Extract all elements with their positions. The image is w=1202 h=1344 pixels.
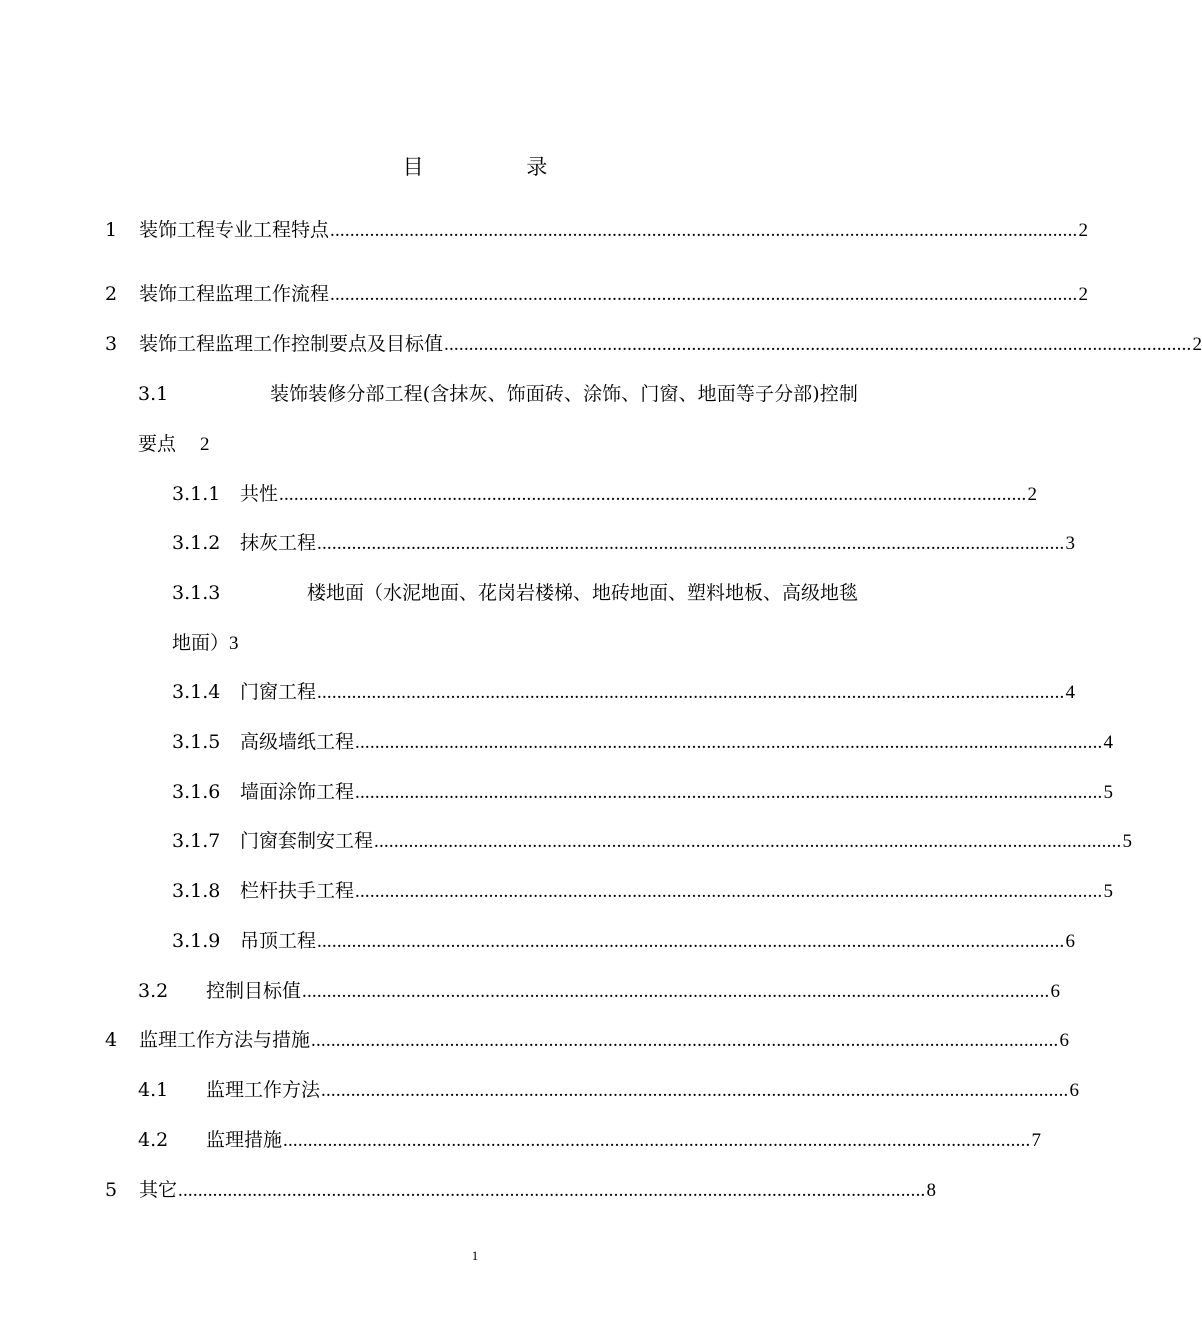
toc-leader-dots: ....................................................................................................................................................... (279, 484, 1027, 505)
toc-entry-number: 5 (105, 1179, 118, 1201)
toc-entry-text: 装饰工程专业工程特点 (139, 219, 330, 241)
toc-entry-number: 3.1.9 (172, 930, 221, 952)
toc-leader-dots: ....................................................................................................................................................... (355, 782, 1103, 803)
toc-entry[interactable] (172, 877, 1113, 906)
toc-entry-text: 监理工作方法与措施 (139, 1029, 311, 1051)
toc-entry-number: 4.2 (138, 1129, 169, 1151)
toc-entry-page: 5 (1103, 881, 1113, 902)
toc-entry-page: 4 (1065, 682, 1075, 703)
toc-leader-dots: ....................................................................................................................................................... (311, 1030, 1059, 1051)
toc-entry-page: 5 (1122, 831, 1132, 852)
toc-entry[interactable] (105, 1176, 936, 1205)
toc-entry-page: 2 (200, 434, 210, 455)
toc-entry-text: 吊顶工程 (240, 930, 317, 952)
toc-entry-page: 6 (1065, 931, 1075, 952)
toc-entry-number: 3.1.7 (172, 830, 221, 852)
toc-leader-dots: ....................................................................................................................................................... (355, 881, 1103, 902)
toc-entry[interactable] (138, 977, 1060, 1006)
toc-entry-number: 3.1.4 (172, 681, 221, 703)
toc-entry-text: 墙面涂饰工程 (240, 781, 355, 803)
toc-entry-page: 6 (1059, 1030, 1069, 1051)
toc-leader-dots: ....................................................................................................................................................... (302, 981, 1050, 1002)
toc-entry-text: 监理工作方法 (206, 1079, 321, 1101)
toc-leader-dots: ....................................................................................................................................................... (283, 1130, 1031, 1151)
toc-entry-number: 3.1.5 (172, 731, 221, 753)
toc-entry-number: 3.1 (138, 383, 169, 405)
toc-entry-page: 7 (1031, 1130, 1041, 1151)
toc-entry-wrapped[interactable] (138, 380, 858, 408)
toc-entry[interactable] (105, 1026, 1069, 1055)
toc-entry-text: 监理措施 (206, 1129, 283, 1151)
toc-entry[interactable] (172, 927, 1075, 956)
toc-entry-page: 3 (1065, 533, 1075, 554)
toc-entry[interactable] (105, 330, 1202, 359)
toc-entry-wrapped[interactable] (172, 579, 858, 607)
toc-title: 目 录 (402, 155, 596, 179)
toc-entry-text: 装饰工程监理工作流程 (139, 283, 330, 305)
toc-entry-text: 门窗工程 (240, 681, 317, 703)
toc-entry-text: 高级墙纸工程 (240, 731, 355, 753)
toc-entry-number: 3 (105, 333, 118, 355)
toc-entry-text: 栏杆扶手工程 (240, 880, 355, 902)
toc-entry-number: 4 (105, 1029, 118, 1051)
toc-entry-page: 3 (229, 633, 239, 654)
toc-entry[interactable] (172, 827, 1132, 856)
toc-entry-text-line1: 装饰装修分部工程(含抹灰、饰面砖、涂饰、门窗、地面等子分部)控制 (269, 383, 858, 405)
toc-entry-text-line2: 要点 (138, 433, 177, 455)
toc-entry-text: 抹灰工程 (240, 532, 317, 554)
toc-entry[interactable] (172, 529, 1075, 558)
toc-entry-number: 3.2 (138, 980, 169, 1002)
toc-entry-text-line1: 楼地面（水泥地面、花岗岩楼梯、地砖地面、塑料地板、高级地毯 (306, 582, 858, 604)
toc-entry-page: 2 (1078, 284, 1088, 305)
toc-leader-dots: ....................................................................................................................................................... (321, 1080, 1069, 1101)
toc-entry-continuation (138, 430, 210, 459)
toc-entry-number: 3.1.1 (172, 483, 221, 505)
toc-entry-number: 1 (105, 219, 118, 241)
toc-entry-page: 2 (1027, 484, 1037, 505)
toc-entry-page: 2 (1192, 334, 1202, 355)
toc-entry-number: 3.1.3 (172, 582, 221, 604)
toc-entry-text: 装饰工程监理工作控制要点及目标值 (139, 333, 444, 355)
toc-entry-page: 2 (1078, 220, 1088, 241)
toc-leader-dots: ....................................................................................................................................................... (330, 284, 1078, 305)
toc-leader-dots: ....................................................................................................................................................... (317, 682, 1065, 703)
toc-entry[interactable] (172, 728, 1113, 757)
toc-entry-number: 3.1.8 (172, 880, 221, 902)
page-number: 1 (471, 1248, 479, 1263)
toc-leader-dots: ....................................................................................................................................................... (317, 533, 1065, 554)
toc-leader-dots: ....................................................................................................................................................... (317, 931, 1065, 952)
toc-entry-page: 6 (1050, 981, 1060, 1002)
toc-entry[interactable] (105, 280, 1088, 309)
toc-leader-dots: ....................................................................................................................................................... (355, 732, 1103, 753)
toc-entry-page: 6 (1069, 1080, 1079, 1101)
toc-leader-dots: ....................................................................................................................................................... (178, 1180, 926, 1201)
toc-entry[interactable] (138, 1126, 1041, 1155)
toc-entry[interactable] (105, 216, 1088, 245)
toc-entry-number: 2 (105, 283, 118, 305)
toc-entry-number: 4.1 (138, 1079, 169, 1101)
toc-entry[interactable] (172, 678, 1075, 707)
toc-entry-page: 4 (1103, 732, 1113, 753)
toc-entry-text-line2: 地面） (172, 632, 230, 654)
toc-entry-page: 5 (1103, 782, 1113, 803)
toc-leader-dots: ....................................................................................................................................................... (374, 831, 1122, 852)
toc-entry[interactable] (172, 778, 1113, 807)
toc-leader-dots: ....................................................................................................................................................... (444, 334, 1192, 355)
toc-leader-dots: ....................................................................................................................................................... (330, 220, 1078, 241)
toc-entry-text: 门窗套制安工程 (240, 830, 374, 852)
toc-entry-continuation (172, 629, 239, 658)
toc-entry-text: 控制目标值 (206, 980, 302, 1002)
toc-entry-text: 共性 (240, 483, 279, 505)
toc-entry-number: 3.1.6 (172, 781, 221, 803)
toc-entry[interactable] (138, 1076, 1079, 1105)
toc-entry-page: 8 (926, 1180, 936, 1201)
toc-entry[interactable] (172, 480, 1037, 509)
toc-entry-text: 其它 (139, 1179, 178, 1201)
toc-entry-number: 3.1.2 (172, 532, 221, 554)
